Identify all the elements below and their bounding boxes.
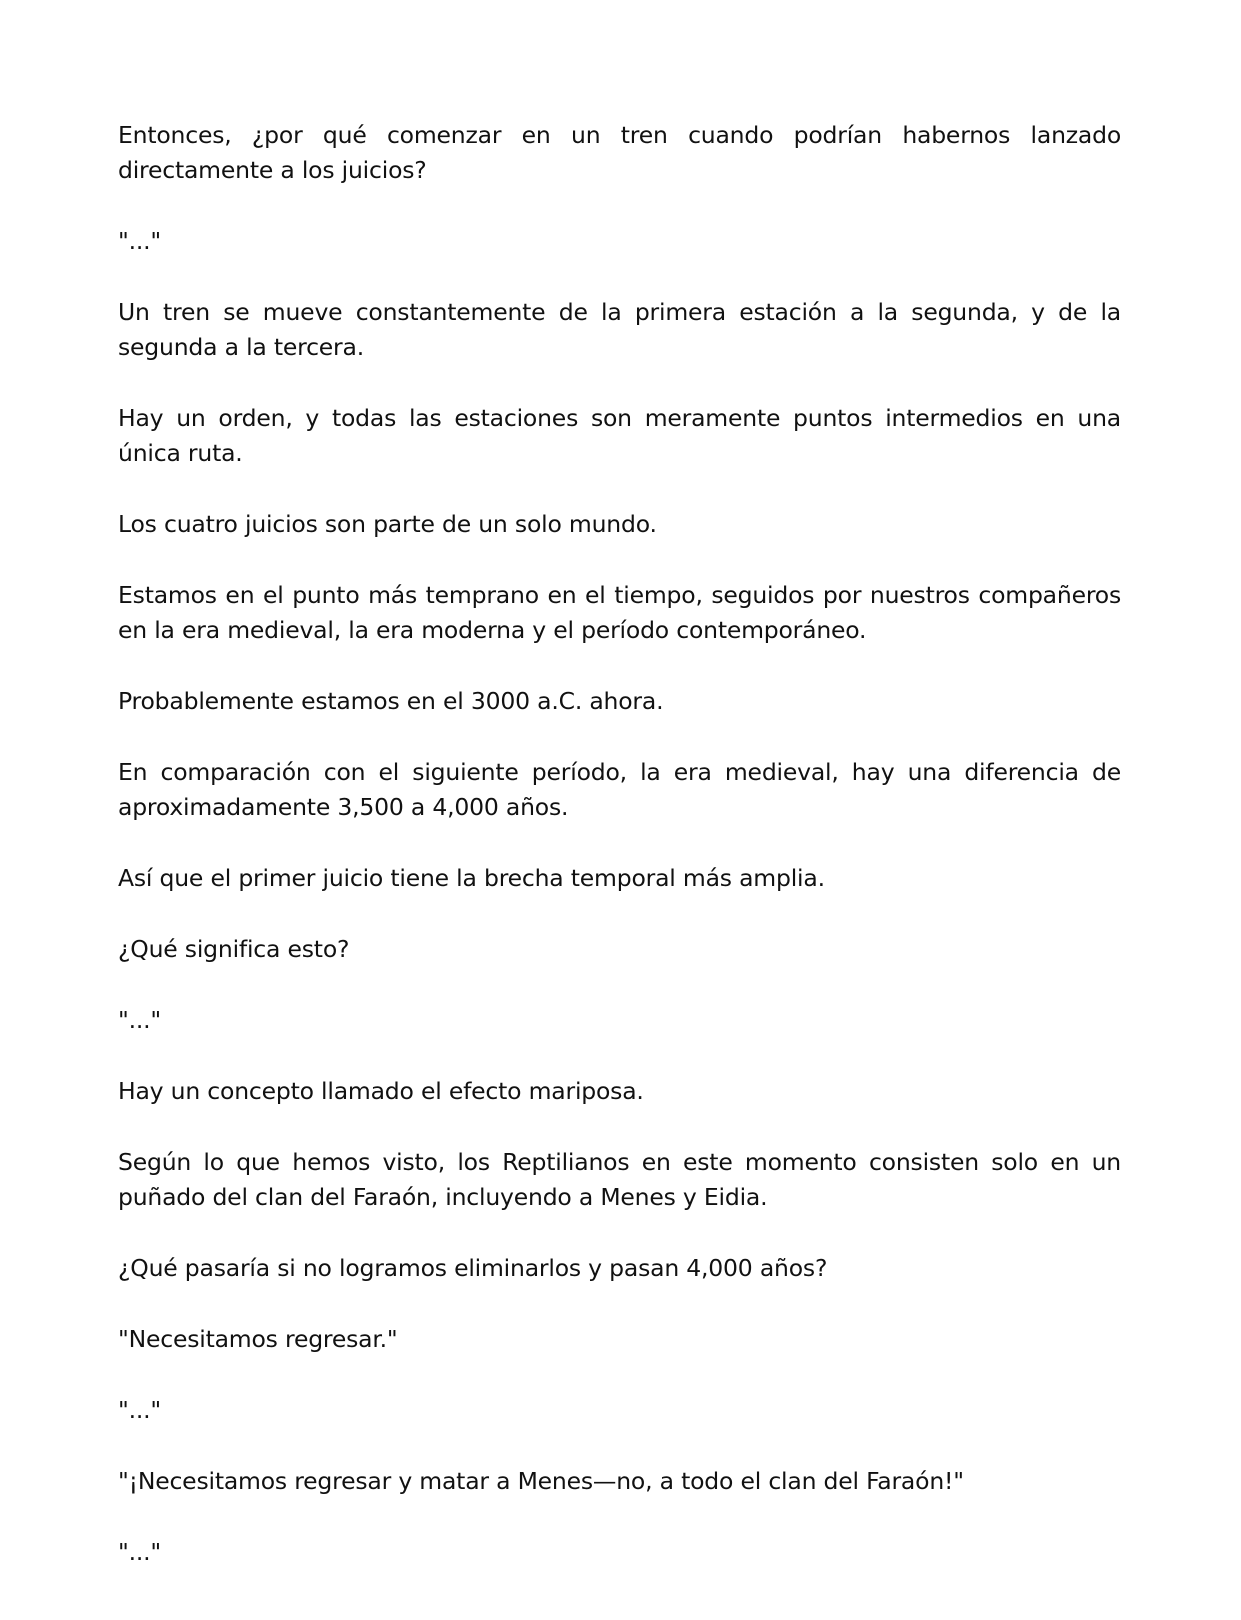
paragraph: Según lo que hemos visto, los Reptilianos en este momento consisten solo en un puñado del clan del Faraón, incluyendo a Menes y Eidia. bbox=[118, 1148, 1121, 1211]
paragraph: Entonces, ¿por qué comenzar en un tren cuando podrían habernos lanzado directamente a los juicios? bbox=[118, 121, 1121, 184]
document-body bbox=[118, 118, 1121, 1570]
paragraph: Hay un orden, y todas las estaciones son meramente puntos intermedios en una única ruta. bbox=[118, 404, 1121, 467]
paragraph: Estamos en el punto más temprano en el tiempo, seguidos por nuestros compañeros en la era medieval, la era moderna y el período contemporáneo. bbox=[118, 581, 1121, 644]
paragraph: Hay un concepto llamado el efecto mariposa. bbox=[118, 1077, 644, 1105]
paragraph: "¡Necesitamos regresar y matar a Menes—no, a todo el clan del Faraón!" bbox=[118, 1467, 964, 1495]
paragraph: Un tren se mueve constantemente de la primera estación a la segunda, y de la segunda a la tercera. bbox=[118, 298, 1121, 361]
paragraph: "..." bbox=[118, 1538, 162, 1566]
paragraph: Así que el primer juicio tiene la brecha temporal más amplia. bbox=[118, 864, 825, 892]
paragraph: En comparación con el siguiente período, la era medieval, hay una diferencia de aproximadamente 3,500 a 4,000 años. bbox=[118, 758, 1121, 821]
paragraph: "..." bbox=[118, 227, 162, 255]
paragraph: Probablemente estamos en el 3000 a.C. ahora. bbox=[118, 687, 664, 715]
paragraph: ¿Qué pasaría si no logramos eliminarlos y pasan 4,000 años? bbox=[118, 1254, 828, 1282]
paragraph: "..." bbox=[118, 1396, 162, 1424]
paragraph: Los cuatro juicios son parte de un solo mundo. bbox=[118, 510, 657, 538]
paragraph: "..." bbox=[118, 1006, 162, 1034]
paragraph: "Necesitamos regresar." bbox=[118, 1325, 398, 1353]
paragraph: ¿Qué significa esto? bbox=[118, 935, 350, 963]
